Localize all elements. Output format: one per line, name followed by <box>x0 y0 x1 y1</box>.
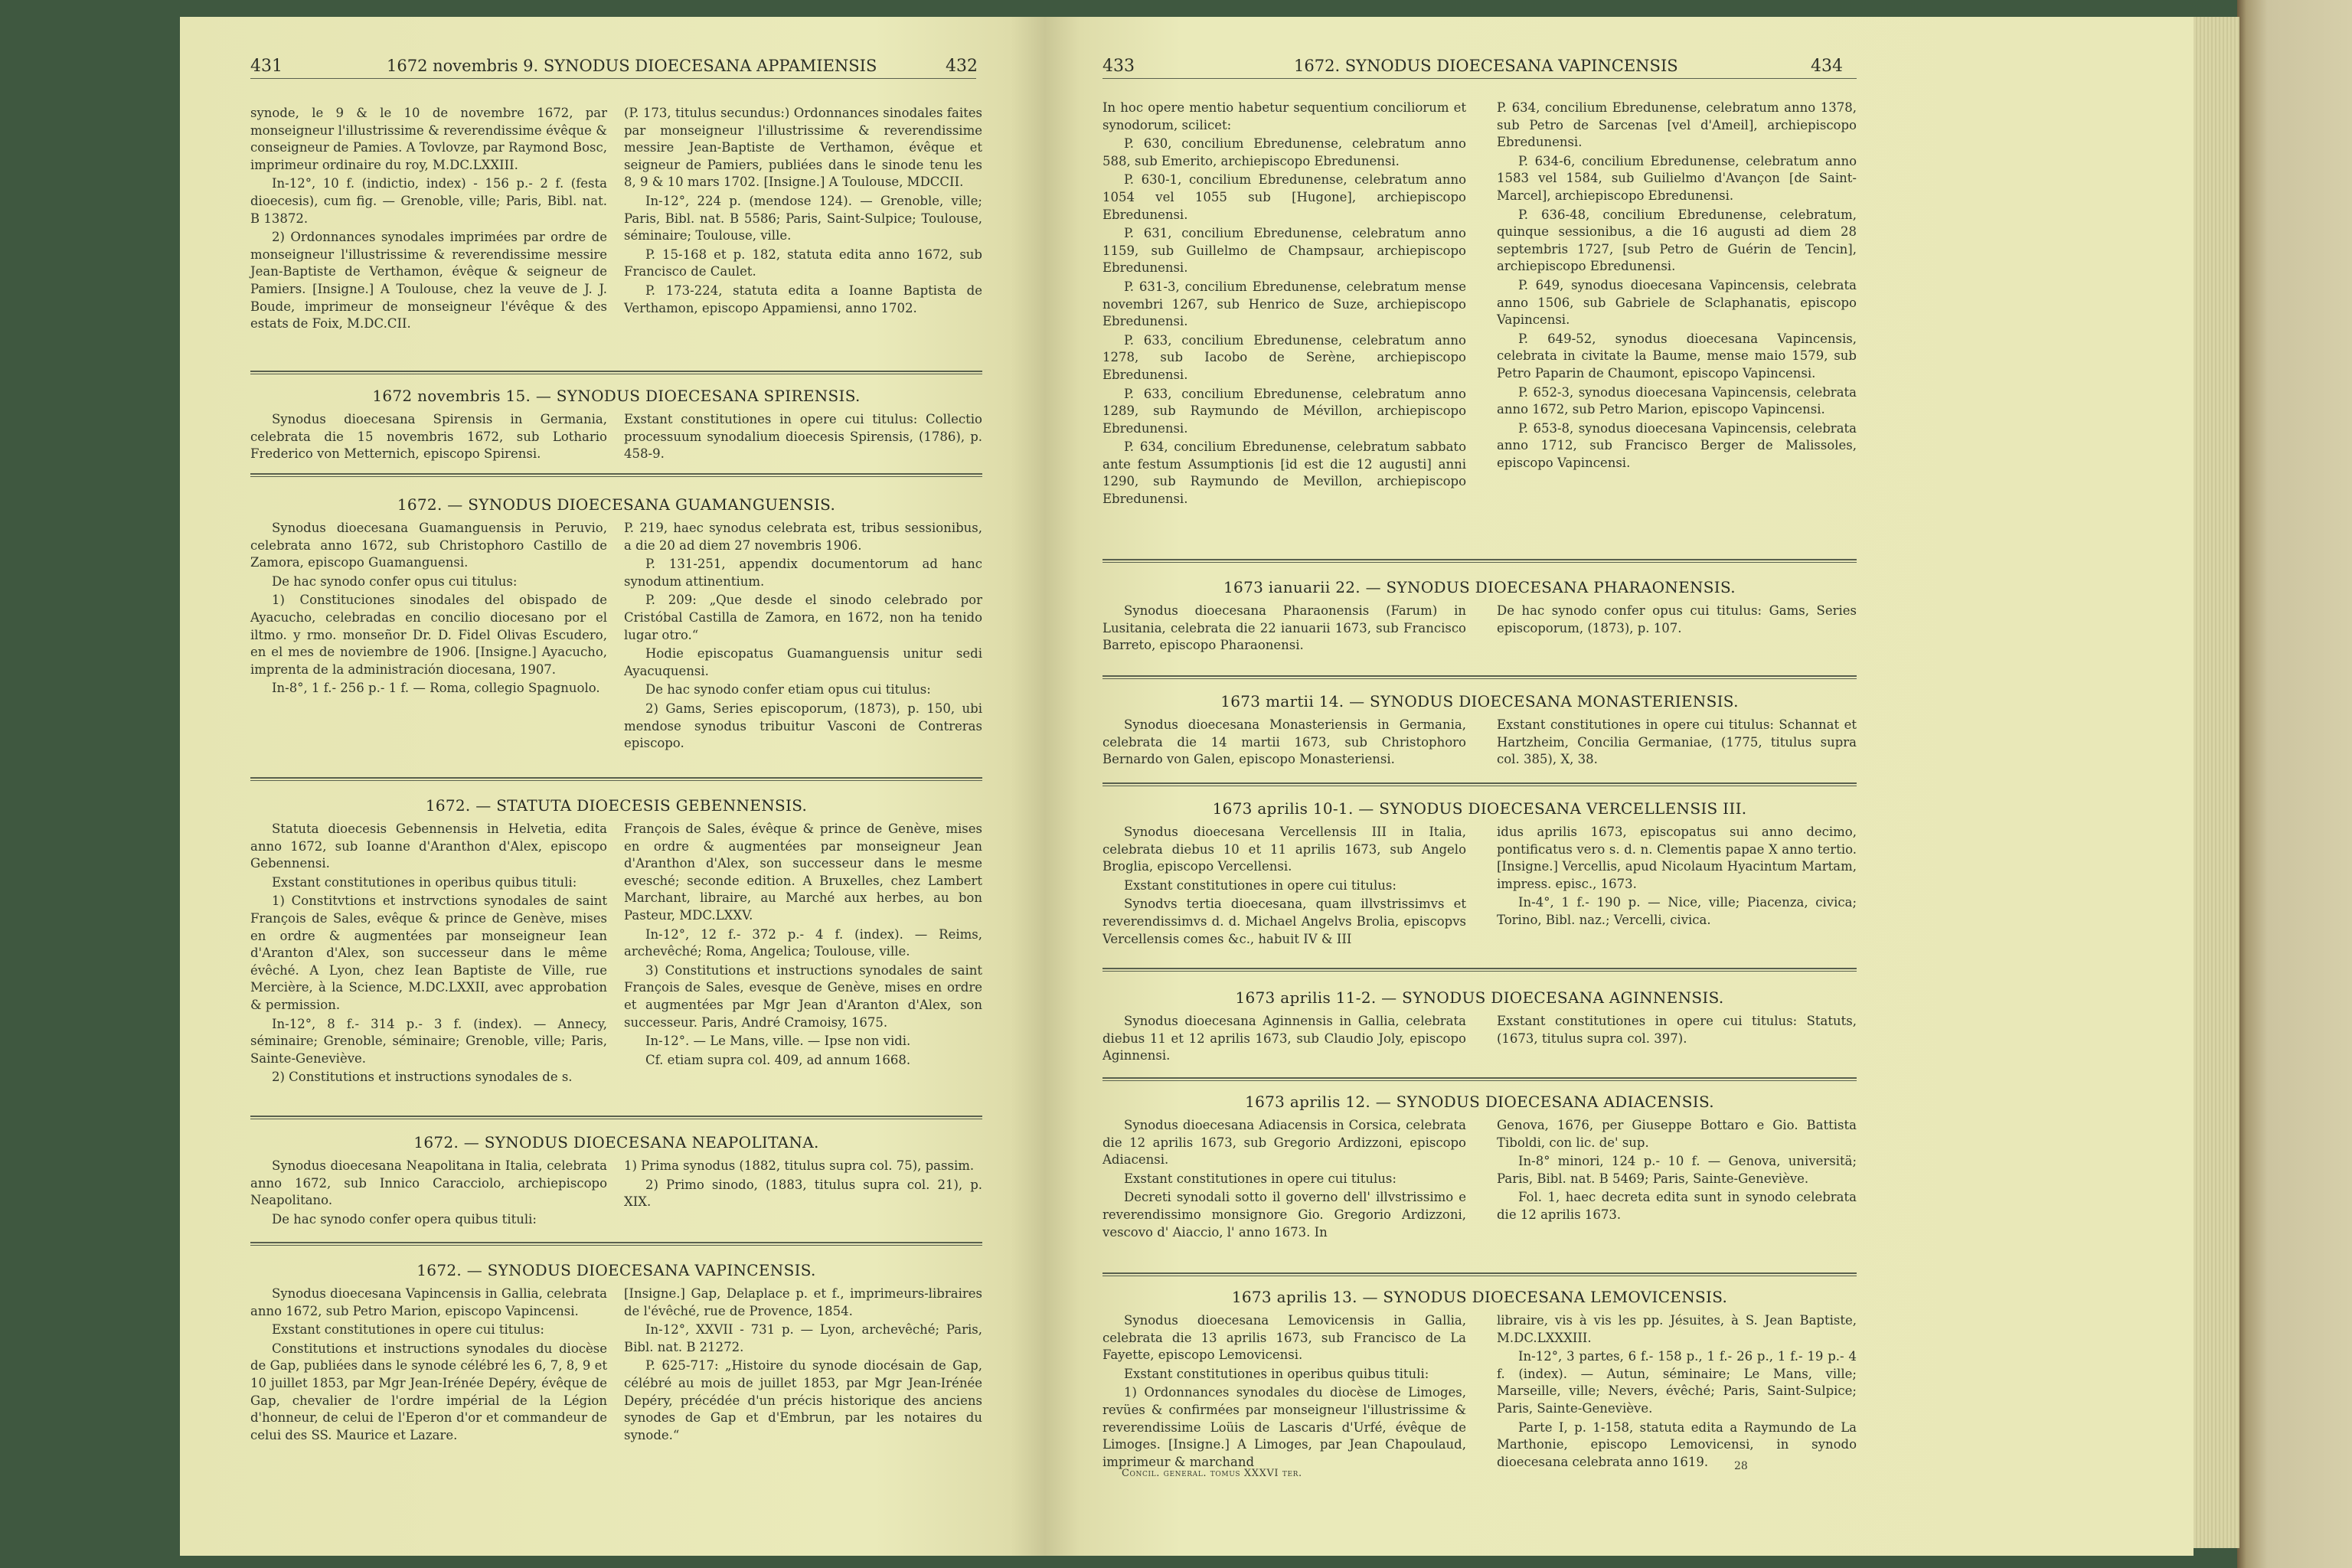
paragraph: libraire, vis à vis les pp. Jésuites, à S. Jean Baptiste, M.DC.LXXXIII. <box>1497 1313 1857 1345</box>
paragraph: 2) Ordonnances synodales imprimées par ordre de monseigneur l'illustrissime & reverendissime messire Jean-Baptiste de Verthamon, évêque & seigneur de Pamiers. [Insigne.] A Toulouse, chez la veuve de J. J. Boude, imprimeur de monseigneur l'évêque & des estats de Foix, M.DC.CII. <box>250 230 607 332</box>
paragraph: Exstant constitutiones in opere cui titulus: Schannat et Hartzheim, Concilia Germaniae, (1775, titulus supra col. 385), X, 38. <box>1497 717 1857 767</box>
text-column-right <box>1497 824 1857 931</box>
paragraph: P. 653-8, synodus dioecesana Vapincensis, celebrata anno 1712, sub Francisco Berger de Malissoles, episcopo Vapincensi. <box>1497 420 1857 470</box>
section-rule <box>250 476 982 477</box>
paragraph: In-12°, 3 partes, 6 f.- 158 p., 1 f.- 26 p., 1 f.- 19 p.- 4 f. (index). — Autun, séminaire; Le Mans, ville; Marseille, ville; Nevers, évêché; Paris, Saint-Sulpice; Paris, Sainte-Geneviève. <box>1497 1349 1857 1416</box>
paragraph: Synodus dioecesana Guamanguensis in Peruvio, celebrata anno 1672, sub Christophoro Castillo de Zamora, episcopo Guamanguensi. <box>250 521 607 570</box>
paragraph: 1) Constitvtions et instrvctions synodales de saint François de Sales, evêque & prince de Genève, mises en ordre & augmentées par monseigneur Iean d'Aranton d'Alex, son successeur dans le même évêché. A Lyon, chez Iean Baptiste de Ville, rue Mercière, à la Science, M.DC.LXXII, avec approbation & permission. <box>250 893 607 1012</box>
paragraph: P. 131-251, appendix documentorum ad hanc synodum attinentium. <box>624 557 982 589</box>
section-title: 1673 ianuarii 22. — SYNODUS DIOECESANA PHARAONENSIS. <box>1223 578 1736 596</box>
paragraph: In-12°, 12 f.- 372 p.- 4 f. (index). — Reims, archevêché; Roma, Angelica; Toulouse, ville. <box>624 926 982 959</box>
section-rule <box>250 473 982 475</box>
section-rule <box>1102 678 1857 679</box>
paragraph: Exstant constitutiones in opere cui titulus: Collectio processuum synodalium dioecesis Spirensis, (1786), p. 458-9. <box>624 412 982 462</box>
paragraph: Synodus dioecesana Neapolitana in Italia, celebrata anno 1672, sub Innico Caracciolo, archiepiscopo Neapolitano. <box>250 1158 607 1208</box>
section-rule <box>1102 1272 1857 1274</box>
paragraph: P. 625-717: „Histoire du synode diocésain de Gap, célébré au mois de juillet 1853, par Mgr Jean-Irénée Depéry, précédée d'un précis historique des anciens synodes de Gap et d'Embrun, par les notaires du synode.“ <box>624 1358 982 1442</box>
section-title: 1672. — SYNODUS DIOECESANA NEAPOLITANA. <box>413 1133 819 1152</box>
section-title: 1672. — SYNODUS DIOECESANA VAPINCENSIS. <box>416 1261 816 1279</box>
text-column-right <box>1497 1312 1857 1472</box>
text-column-left <box>250 105 607 335</box>
paragraph: P. 649-52, synodus dioecesana Vapincensis, celebrata in civitate la Baume, mense maio 1579, sub Petro Paparin de Chaumont, episcopo Vapincensi. <box>1497 331 1857 381</box>
paragraph: Synodus dioecesana Vercellensis III in Italia, celebrata diebus 10 et 11 aprilis 1673, sub Angelo Broglia, episcopo Vercellensi. <box>1102 825 1466 874</box>
text-column-right <box>1497 100 1857 473</box>
paragraph: Exstant constitutiones in operibus quibus tituli: <box>272 874 577 890</box>
paragraph: Exstant constitutiones in operibus quibus tituli: <box>1124 1366 1429 1381</box>
paragraph: P. 219, haec synodus celebrata est, tribus sessionibus, a die 20 ad diem 27 novembris 1906. <box>624 521 982 553</box>
paragraph: 1) Ordonnances synodales du diocèse de Limoges, revües & confirmées par monseigneur l'illustrissime & reverendissime Loüis de Lascaris d'Urfé, évêque de Limoges. [Insigne.] A Limoges, par Jean Chapoulaud, imprimeur & marchand <box>1102 1385 1466 1469</box>
paragraph: Synodus dioecesana Vapincensis in Gallia, celebrata anno 1672, sub Petro Marion, episcopo Vapincensi. <box>250 1286 607 1318</box>
text-column-left <box>250 411 607 465</box>
text-column-left <box>1102 603 1466 656</box>
signature-mark: Concil. general. tomus XXXVI ter. <box>1122 1468 1302 1479</box>
paragraph: P. 652-3, synodus dioecesana Vapincensis, celebrata anno 1672, sub Petro Marion, episcopo Vapincensi. <box>1497 384 1857 417</box>
paragraph: Decreti synodali sotto il governo dell' illvstrissimo e reverendissimo monsignore Gio. Gregorio Ardizzoni, vescovo d' Aiaccio, l' anno 1673. In <box>1102 1190 1466 1240</box>
paragraph: P. 630, concilium Ebredunense, celebratum anno 588, sub Emerito, archiepiscopo Ebredunensi. <box>1102 136 1466 168</box>
text-column-right <box>1497 1117 1857 1226</box>
text-column-right <box>1497 603 1857 639</box>
paragraph: Cf. etiam supra col. 409, ad annum 1668. <box>645 1052 911 1067</box>
paragraph: 1) Prima synodus (1882, titulus supra col. 75), passim. <box>624 1158 975 1173</box>
paragraph: Constitutions et instructions synodales du diocèse de Gap, publiées dans le synode célébré les 6, 7, 8, 9 et 10 juillet 1853, par Mgr Jean-Irénée Depéry, évêque de Gap, chevalier de l'ordre impérial de la Légion d'honneur, de celui de l'Eperon d'or et commandeur de celui des SS. Maurice et Lazare. <box>250 1341 607 1442</box>
section-rule <box>250 777 982 779</box>
section-rule <box>1102 968 1857 969</box>
paragraph: P. 631-3, concilium Ebredunense, celebratum mense novembri 1267, sub Henrico de Suze, archiepiscopo Ebredunensi. <box>1102 279 1466 329</box>
page-number-right: 432 <box>946 57 978 76</box>
paragraph: De hac synodo confer etiam opus cui titulus: <box>645 682 931 697</box>
paragraph: (P. 173, titulus secundus:) Ordonnances sinodales faites par monseigneur l'illustrissime & reverendissime messire Jean-Baptiste de Verthamon, évêque et seigneur de Pamiers, publiées dans le sinode tenu les 8, 9 & 10 mars 1702. [Insigne.] A Toulouse, MDCCII. <box>624 106 982 190</box>
page-number-left: 433 <box>1102 57 1135 76</box>
text-column-right <box>624 520 982 754</box>
paragraph: P. 633, concilium Ebredunense, celebratum anno 1289, sub Raymundo de Mévillon, archiepiscopo Ebredunensi. <box>1102 386 1466 436</box>
paragraph: Synodus dioecesana Lemovicensis in Gallia, celebrata die 13 aprilis 1673, sub Francisco de La Fayette, episcopo Lemovicensi. <box>1102 1313 1466 1363</box>
paragraph: Fol. 1, haec decreta edita sunt in synodo celebrata die 12 aprilis 1673. <box>1497 1190 1857 1222</box>
paragraph: Synodus dioecesana Adiacensis in Corsica, celebrata die 12 aprilis 1673, sub Gregorio Ardizzoni, episcopo Adiacensi. <box>1102 1118 1466 1168</box>
section-rule <box>250 1242 982 1243</box>
text-column-left <box>250 1158 607 1230</box>
text-column-right <box>1497 717 1857 770</box>
text-column-left <box>1102 1312 1466 1472</box>
paragraph: P. 649, synodus dioecesana Vapincensis, celebrata anno 1506, sub Gabriele de Sclaphanatis, episcopo Vapincensi. <box>1497 277 1857 328</box>
page-edges <box>2194 17 2239 1548</box>
paragraph: Exstant constitutiones in opere cui titulus: Statuts, (1673, titulus supra col. 397). <box>1497 1014 1857 1046</box>
paragraph: In-12°. — Le Mans, ville. — Ipse non vidi. <box>645 1034 911 1049</box>
section-rule <box>250 780 982 781</box>
paragraph: In-8°, 1 f.- 256 p.- 1 f. — Roma, collegio Spagnuolo. <box>272 681 600 696</box>
text-column-left <box>1102 717 1466 770</box>
text-column-left <box>1102 100 1466 510</box>
section-rule <box>250 1116 982 1117</box>
sheet-number: 28 <box>1734 1460 1748 1472</box>
book-cover-edge <box>2237 0 2352 1568</box>
paragraph: P. 631, concilium Ebredunense, celebratum anno 1159, sub Guillelmo de Champsaur, archiepiscopo Ebredunensi. <box>1102 226 1466 276</box>
right-page <box>1045 17 2194 1556</box>
paragraph: Exstant constitutiones in opere cui titulus: <box>1124 877 1396 893</box>
section-title: 1673 aprilis 10-1. — SYNODUS DIOECESANA VERCELLENSIS III. <box>1212 799 1747 818</box>
section-rule <box>1102 1077 1857 1079</box>
text-column-left <box>1102 1013 1466 1067</box>
section-title: 1672. — SYNODUS DIOECESANA GUAMANGUENSIS. <box>397 495 836 514</box>
paragraph: Parte I, p. 1-158, statuta edita a Raymundo de La Marthonie, episcopo Lemovicensi, in synodo dioecesana celebrata anno 1619. <box>1497 1419 1857 1469</box>
paragraph: 3) Constitutions et instructions synodales de saint François de Sales, evesque de Genève, mises en ordre et augmentées par Mgr Jean d'Aranton d'Alex, son successeur. Paris, André Cramoisy, 1675. <box>624 962 982 1030</box>
text-column-left <box>1102 824 1466 949</box>
paragraph: Exstant constitutiones in opere cui titulus: <box>272 1322 544 1338</box>
section-title: 1673 aprilis 11-2. — SYNODUS DIOECESANA AGINNENSIS. <box>1235 988 1724 1007</box>
paragraph: De hac synodo confer opus cui titulus: Gams, Series episcoporum, (1873), p. 107. <box>1497 603 1857 635</box>
paragraph: P. 209: „Que desde el sinodo celebrado por Cristóbal Castilla de Zamora, en 1672, non ha tenido lugar otro.“ <box>624 593 982 642</box>
section-rule <box>1102 675 1857 677</box>
text-column-right <box>624 1158 982 1213</box>
text-column-right <box>1497 1013 1857 1049</box>
paragraph: [Insigne.] Gap, Delaplace p. et f., imprimeurs-libraires de l'évêché, rue de Provence, 1854. <box>624 1286 982 1318</box>
paragraph: De hac synodo confer opera quibus tituli: <box>272 1211 537 1227</box>
text-column-right <box>624 411 982 465</box>
paragraph: In-12°, 10 f. (indictio, index) - 156 p.- 2 f. (festa dioecesis), cum fig. — Grenoble, ville; Paris, Bibl. nat. B 13872. <box>250 176 607 226</box>
section-title: 1672 novembris 15. — SYNODUS DIOECESANA SPIRENSIS. <box>372 387 861 405</box>
paragraph: Synodus dioecesana Aginnensis in Gallia, celebrata diebus 11 et 12 aprilis 1673, sub Claudio Joly, episcopo Aginnensi. <box>1102 1014 1466 1063</box>
paragraph: Exstant constitutiones in opere cui titulus: <box>1124 1171 1396 1186</box>
section-rule <box>1102 562 1857 563</box>
paragraph: idus aprilis 1673, episcopatus sui anno decimo, pontificatus vero s. d. n. Clementis papae X anno tertio. [Insigne.] Vercellis, apud Nicolaum Hyacintum Martam, impress. episc., 1673. <box>1497 825 1857 891</box>
paragraph: In-12°, 224 p. (mendose 124). — Grenoble, ville; Paris, Bibl. nat. B 5586; Paris, Saint-Sulpice; Toulouse, séminaire; Toulouse, ville. <box>624 193 982 243</box>
paragraph: Synodus dioecesana Monasteriensis in Germania, celebrata die 14 martii 1673, sub Christophoro Bernardo von Galen, episcopo Monasteriensi. <box>1102 717 1466 767</box>
section-rule <box>250 371 982 372</box>
running-title: 1672. SYNODUS DIOECESANA VAPINCENSIS <box>1294 57 1678 75</box>
paragraph: Synodvs tertia dioecesana, quam illvstrissimvs et reverendissimvs d. d. Michael Angelvs Brolia, episcopvs Vercellensis comes &c., habuit IV & III <box>1102 897 1466 946</box>
paragraph: P. 173-224, statuta edita a Ioanne Baptista de Verthamon, episcopo Appamiensi, anno 1702. <box>624 283 982 315</box>
paragraph: Genova, 1676, per Giuseppe Bottaro e Gio. Battista Tiboldi, con lic. de' sup. <box>1497 1118 1857 1150</box>
paragraph: In hoc opere mentio habetur sequentium conciliorum et synodorum, scilicet: <box>1102 100 1466 132</box>
paragraph: P. 634, concilium Ebredunense, celebratum sabbato ante festum Assumptionis [id est die 12 augusti] anni 1290, sub Raymundo de Mevillon, archiepiscopo Ebredunensi. <box>1102 439 1466 507</box>
section-rule <box>250 1245 982 1246</box>
paragraph: P. 633, concilium Ebredunense, celebratum anno 1278, sub Iacobo de Serène, archiepiscopo Ebredunensi. <box>1102 332 1466 382</box>
section-title: 1673 martii 14. — SYNODUS DIOECESANA MONASTERIENSIS. <box>1220 692 1739 710</box>
section-title: 1673 aprilis 13. — SYNODUS DIOECESANA LEMOVICENSIS. <box>1231 1288 1728 1306</box>
section-title: 1673 aprilis 12. — SYNODUS DIOECESANA ADIACENSIS. <box>1245 1093 1714 1111</box>
text-column-right <box>624 821 982 1070</box>
paragraph: Hodie episcopatus Guamanguensis unitur sedi Ayacuquensi. <box>624 646 982 678</box>
paragraph: P. 15-168 et p. 182, statuta edita anno 1672, sub Francisco de Caulet. <box>624 247 982 279</box>
paragraph: P. 634-6, concilium Ebredunense, celebratum anno 1583 vel 1584, sub Guilielmo d'Avançon [de Saint-Marcel], archiepiscopo Ebredunensi. <box>1497 153 1857 203</box>
paragraph: 2) Primo sinodo, (1883, titulus supra col. 21), p. XIX. <box>624 1177 982 1210</box>
paragraph: In-12°, 8 f.- 314 p.- 3 f. (index). — Annecy, séminaire; Grenoble, séminaire; Grenoble, ville; Paris, Sainte-Geneviève. <box>250 1016 607 1066</box>
paragraph: 2) Gams, Series episcoporum, (1873), p. 150, ubi mendose synodus tribuitur Vasconi de Contreras episcopo. <box>624 701 982 751</box>
paragraph: Statuta dioecesis Gebennensis in Helvetia, edita anno 1672, sub Ioanne d'Aranthon d'Alex, episcopo Gebennensi. <box>250 822 607 871</box>
paragraph: synode, le 9 & le 10 de novembre 1672, par monseigneur l'illustrissime & reverendissime évêque & conseigneur de Pamies. A Tovlovze, par Raymond Bosc, imprimeur ordinaire du roy, M.DC.LXXIII. <box>250 106 607 172</box>
paragraph: 2) Constitutions et instructions synodales de s. <box>272 1070 573 1085</box>
section-title: 1672. — STATUTA DIOECESIS GEBENNENSIS. <box>425 796 808 815</box>
paragraph: Synodus dioecesana Pharaonensis (Farum) in Lusitania, celebrata die 22 ianuarii 1673, sub Francisco Barreto, episcopo Pharaonensi. <box>1102 603 1466 653</box>
text-column-left <box>1102 1117 1466 1243</box>
paragraph: Synodus dioecesana Spirensis in Germania, celebrata die 15 novembris 1672, sub Lothario Frederico von Metternich, episcopo Spirensi. <box>250 412 607 462</box>
paragraph: In-8° minori, 124 p.- 10 f. — Genova, universitä; Paris, Bibl. nat. B 5469; Paris, Sainte-Geneviève. <box>1497 1154 1857 1186</box>
paragraph: P. 636-48, concilium Ebredunense, celebratum, quinque sessionibus, a die 16 augusti ad diem 28 septembris 1727, [sub Petro de Guérin de Tencin], archiepiscopo Ebredunensi. <box>1497 207 1857 274</box>
page-number-left: 431 <box>250 57 283 76</box>
section-rule <box>1102 1080 1857 1081</box>
paragraph: François de Sales, évêque & prince de Genève, mises en ordre & augmentées par monseigneur Jean d'Aranthon d'Alex, son successeur dans le mesme evesché; seconde edition. A Bruxelles, chez Lambert Marchant, libraire, au Marché aux herbes, au bon Pasteur, MDC.LXXV. <box>624 822 982 923</box>
text-column-right <box>624 105 982 318</box>
paragraph: P. 630-1, concilium Ebredunense, celebratum anno 1054 vel 1055 sub [Hugone], archiepiscopo Ebredunensi. <box>1102 172 1466 222</box>
page-number-right: 434 <box>1811 57 1843 76</box>
text-column-left <box>250 821 607 1088</box>
paragraph: 1) Constituciones sinodales del obispado de Ayacucho, celebradas en concilio diocesano por el iltmo. y rmo. monseñor Dr. D. Fidel Olivas Escudero, en el mes de noviembre de 1906. [Insigne.] Ayacucho, imprenta de la administración diocesana, 1907. <box>250 593 607 677</box>
header-rule <box>250 78 976 79</box>
running-title: 1672 novembris 9. SYNODUS DIOECESANA APPAMIENSIS <box>387 57 877 75</box>
text-column-left <box>250 1285 607 1446</box>
section-rule <box>1102 971 1857 972</box>
header-rule <box>1102 78 1857 79</box>
text-column-left <box>250 520 607 699</box>
paragraph: In-12°, XXVII - 731 p. — Lyon, archevêché; Paris, Bibl. nat. B 21272. <box>624 1322 982 1354</box>
paragraph: De hac synodo confer opus cui titulus: <box>272 573 518 589</box>
section-rule <box>1102 559 1857 560</box>
left-page <box>180 17 1045 1556</box>
paragraph: In-4°, 1 f.- 190 p. — Nice, ville; Piacenza, civica; Torino, Bibl. naz.; Vercelli, civica. <box>1497 895 1857 927</box>
text-column-right <box>624 1285 982 1446</box>
paragraph: P. 634, concilium Ebredunense, celebratum anno 1378, sub Petro de Sarcenas [vel d'Ameil], archiepiscopo Ebredunensi. <box>1497 100 1857 150</box>
section-rule <box>1102 782 1857 784</box>
